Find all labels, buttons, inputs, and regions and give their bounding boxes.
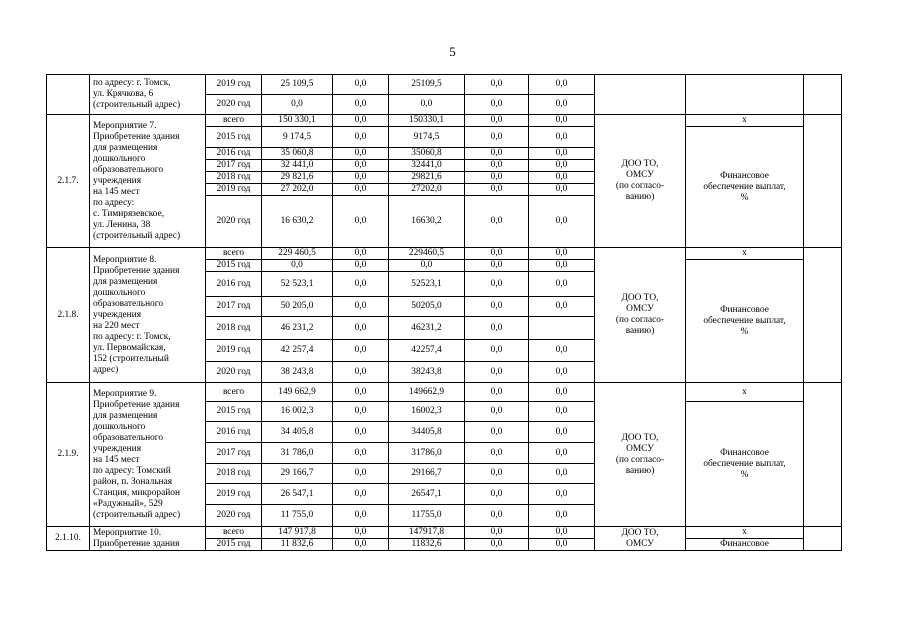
measure-name-line: для размещения [93,142,158,153]
other-amount-cell: 0,0 [529,75,595,95]
measure-name [90,383,206,527]
other-amount-cell: 0,0 [529,340,595,362]
period-cell: 2017 год [206,297,262,317]
local-amount-cell: 0,0 [465,443,529,464]
measure-name-line: образовательного [93,432,164,443]
period-cell: 2019 год [206,340,262,362]
measure-name-line: образовательного [93,298,164,309]
regional-amount-cell: 38243,8 [389,362,465,383]
measure-name-line: по адресу: г. Томск, [93,331,171,342]
local-amount-cell: 0,0 [465,484,529,505]
indicator-cell-line: % [740,469,749,480]
indicator-cell-line: обеспечение выплат, [703,181,786,192]
federal-amount-cell: 0,0 [333,297,389,317]
measure-name-line: для размещения [93,276,158,287]
federal-amount-cell: 0,0 [333,464,389,484]
federal-amount-cell: 0,0 [333,383,389,402]
local-amount-cell: 0,0 [465,260,529,272]
blank-cell [804,527,842,551]
indicator-x-cell: x [686,527,804,539]
executor-cell [595,527,686,551]
total-amount-cell: 32 441,0 [262,160,333,172]
measure-name-line: ул. Первомайская, [93,342,166,353]
executor-cell-line: ДОО ТО, [621,293,659,303]
total-amount-cell: 147 917,8 [262,527,333,539]
total-amount-cell: 149 662,9 [262,383,333,402]
federal-amount-cell: 0,0 [333,505,389,527]
local-amount-cell: 0,0 [465,317,529,340]
period-cell: 2018 год [206,464,262,484]
other-amount-cell: 0,0 [529,383,595,402]
measure-name-line: Мероприятие 8. [93,254,157,265]
federal-amount-cell: 0,0 [333,160,389,172]
other-amount-cell: 0,0 [529,260,595,272]
total-amount-cell: 46 231,2 [262,317,333,340]
blank-cell [804,115,842,248]
total-amount-cell: 27 202,0 [262,184,333,196]
measure-name [90,527,206,551]
measure-name-line: образовательного [93,164,164,175]
regional-amount-cell: 32441,0 [389,160,465,172]
executor-cell-line: (по согласо- [615,315,665,325]
regional-amount-cell: 42257,4 [389,340,465,362]
period-cell: всего [206,383,262,402]
regional-amount-cell: 150330,1 [389,115,465,127]
executor-cell [595,75,686,115]
federal-amount-cell: 0,0 [333,75,389,95]
total-amount-cell: 26 547,1 [262,484,333,505]
local-amount-cell: 0,0 [465,172,529,184]
measure-name-line: дошкольного [93,153,146,164]
table-row [47,75,842,95]
total-amount-cell: 11 755,0 [262,505,333,527]
indicator-cell [686,539,804,551]
regional-amount-cell: 29166,7 [389,464,465,484]
executor-cell-line: ОМСУ [626,170,654,180]
federal-amount-cell: 0,0 [333,127,389,148]
page-number: 5 [449,44,456,59]
local-amount-cell: 0,0 [465,422,529,443]
total-amount-cell: 29 821,6 [262,172,333,184]
measure-name-line: дошкольного [93,287,146,298]
regional-amount-cell: 50205,0 [389,297,465,317]
executor-cell-line: (по согласо- [615,181,665,191]
federal-amount-cell: 0,0 [333,362,389,383]
measure-name-line: на 145 мест [93,454,140,465]
total-amount-cell: 25 109,5 [262,75,333,95]
other-amount-cell: 0,0 [529,172,595,184]
federal-amount-cell: 0,0 [333,402,389,422]
other-amount-cell: 0,0 [529,484,595,505]
federal-amount-cell: 0,0 [333,539,389,551]
measure-name-line: учреждения [93,309,142,320]
period-cell: 2016 год [206,272,262,297]
regional-amount-cell: 26547,1 [389,484,465,505]
blank-cell [804,248,842,383]
period-cell: 2020 год [206,196,262,248]
other-amount-cell: 0,0 [529,464,595,484]
table-row [47,248,842,260]
measure-name [90,248,206,383]
blank-cell [804,383,842,527]
federal-amount-cell: 0,0 [333,196,389,248]
local-amount-cell: 0,0 [465,383,529,402]
other-amount-cell: 0,0 [529,272,595,297]
other-amount-cell: 0,0 [529,527,595,539]
regional-amount-cell: 25109,5 [389,75,465,95]
period-cell: 2016 год [206,422,262,443]
regional-amount-cell: 52523,1 [389,272,465,297]
total-amount-cell: 16 630,2 [262,196,333,248]
federal-amount-cell: 0,0 [333,115,389,127]
other-amount-cell: 0,0 [529,539,595,551]
executor-cell-line: ванию) [625,192,655,202]
federal-amount-cell: 0,0 [333,148,389,160]
total-amount-cell: 31 786,0 [262,443,333,464]
period-cell: 2015 год [206,260,262,272]
regional-amount-cell: 29821,6 [389,172,465,184]
measure-code: 2.1.9. [47,383,90,527]
indicator-cell [686,127,804,248]
federal-amount-cell: 0,0 [333,260,389,272]
regional-amount-cell: 31786,0 [389,443,465,464]
local-amount-cell: 0,0 [465,340,529,362]
executor-cell-line: ДОО ТО, [621,159,659,169]
measure-name-line: Станция, микрорайон [93,487,181,498]
total-amount-cell: 11 832,6 [262,539,333,551]
local-amount-cell: 0,0 [465,95,529,115]
period-cell: 2020 год [206,362,262,383]
local-amount-cell: 0,0 [465,527,529,539]
measure-name-line: с. Тимирязевское, [93,208,165,219]
period-cell: 2015 год [206,127,262,148]
executor-cell-line: ДОО ТО, [621,432,659,443]
executor-cell-line: ванию) [625,465,655,476]
period-cell: 2020 год [206,505,262,527]
measure-name-line: Мероприятие 9. [93,388,157,399]
period-cell: 2015 год [206,402,262,422]
period-cell: 2020 год [206,95,262,115]
other-amount-cell [529,317,595,340]
period-cell: 2019 год [206,184,262,196]
measure-name-line: 152 (строительный [93,353,169,364]
regional-amount-cell: 27202,0 [389,184,465,196]
total-amount-cell: 34 405,8 [262,422,333,443]
local-amount-cell: 0,0 [465,464,529,484]
indicator-cell [686,75,804,115]
table-row [47,527,842,539]
indicator-cell [686,402,804,527]
regional-amount-cell: 149662,9 [389,383,465,402]
measure-name-line: Приобретение здания [93,265,180,276]
federal-amount-cell: 0,0 [333,484,389,505]
measure-name-line: Приобретение здания [93,399,180,410]
measure-name-line: для размещения [93,410,158,421]
measure-name-line: (строительный адрес) [93,509,181,520]
federal-amount-cell: 0,0 [333,527,389,539]
indicator-cell-line: обеспечение выплат, [703,315,786,326]
local-amount-cell: 0,0 [465,505,529,527]
executor-cell [595,383,686,527]
federal-amount-cell: 0,0 [333,422,389,443]
local-amount-cell: 0,0 [465,127,529,148]
measure-name-line: учреждения [93,443,142,454]
regional-amount-cell: 16630,2 [389,196,465,248]
executor-cell [595,115,686,248]
federal-amount-cell: 0,0 [333,340,389,362]
local-amount-cell: 0,0 [465,297,529,317]
regional-amount-cell: 9174,5 [389,127,465,148]
program-measures-table [46,74,842,551]
indicator-cell-line: % [740,192,749,203]
other-amount-cell: 0,0 [529,148,595,160]
measure-code [47,75,90,115]
period-cell: 2019 год [206,484,262,505]
local-amount-cell: 0,0 [465,148,529,160]
period-cell: 2018 год [206,172,262,184]
indicator-x-cell: x [686,115,804,127]
regional-amount-cell: 35060,8 [389,148,465,160]
period-cell: 2015 год [206,539,262,551]
other-amount-cell: 0,0 [529,196,595,248]
measure-name [90,75,206,115]
table-row [47,383,842,402]
local-amount-cell: 0,0 [465,248,529,260]
measure-name-line: на 220 мест [93,320,140,331]
other-amount-cell: 0,0 [529,184,595,196]
other-amount-cell: 0,0 [529,505,595,527]
period-cell: 2016 год [206,148,262,160]
executor-cell-line: (по согласо- [615,454,665,465]
other-amount-cell: 0,0 [529,402,595,422]
measure-name-line: адрес) [93,364,119,375]
regional-amount-cell: 0,0 [389,260,465,272]
other-amount-cell: 0,0 [529,362,595,383]
federal-amount-cell: 0,0 [333,248,389,260]
measure-code: 2.1.7. [47,115,90,248]
period-cell: 2017 год [206,160,262,172]
total-amount-cell: 229 460,5 [262,248,333,260]
total-amount-cell: 150 330,1 [262,115,333,127]
indicator-x-cell: x [686,383,804,402]
indicator-cell-line: Финансовое [720,304,769,315]
measure-name-line: Мероприятие 10. [93,527,162,538]
other-amount-cell: 0,0 [529,160,595,172]
federal-amount-cell: 0,0 [333,172,389,184]
local-amount-cell: 0,0 [465,402,529,422]
measure-name-line: «Радужный», 529 [93,498,163,509]
period-cell: всего [206,248,262,260]
measure-name-line: Приобретение здания [93,538,180,549]
measure-name-line: по адресу: [93,197,135,208]
total-amount-cell: 0,0 [262,260,333,272]
total-amount-cell: 38 243,8 [262,362,333,383]
regional-amount-cell: 11755,0 [389,505,465,527]
local-amount-cell: 0,0 [465,196,529,248]
indicator-x-cell: x [686,248,804,260]
other-amount-cell: 0,0 [529,127,595,148]
measure-name-line: учреждения [93,175,142,186]
regional-amount-cell: 16002,3 [389,402,465,422]
other-amount-cell: 0,0 [529,248,595,260]
measure-name-line: Мероприятие 7. [93,120,157,131]
other-amount-cell: 0,0 [529,443,595,464]
other-amount-cell: 0,0 [529,95,595,115]
total-amount-cell: 52 523,1 [262,272,333,297]
total-amount-cell: 16 002,3 [262,402,333,422]
measure-name-line: район, п. Зональная [93,476,173,487]
period-cell: всего [206,527,262,539]
federal-amount-cell: 0,0 [333,95,389,115]
measure-code: 2.1.10. [47,527,90,551]
federal-amount-cell: 0,0 [333,272,389,297]
total-amount-cell: 0,0 [262,95,333,115]
regional-amount-cell: 46231,2 [389,317,465,340]
regional-amount-cell: 34405,8 [389,422,465,443]
measure-name [90,115,206,248]
executor-cell-line: ванию) [625,326,655,336]
federal-amount-cell: 0,0 [333,443,389,464]
local-amount-cell: 0,0 [465,272,529,297]
local-amount-cell: 0,0 [465,115,529,127]
indicator-cell-line: Финансовое [720,447,769,458]
regional-amount-cell: 11832,6 [389,539,465,551]
executor-cell-line: ОМСУ [626,538,654,549]
total-amount-cell: 42 257,4 [262,340,333,362]
other-amount-cell: 0,0 [529,297,595,317]
other-amount-cell: 0,0 [529,422,595,443]
indicator-cell-line: Финансовое [720,539,769,549]
local-amount-cell: 0,0 [465,184,529,196]
measure-name-line: (строительный адрес) [93,100,181,110]
executor-cell-line: ОМСУ [626,304,654,314]
period-cell: 2018 год [206,317,262,340]
executor-cell [595,248,686,383]
executor-cell-line: ДОО ТО, [621,527,659,538]
measure-code: 2.1.8. [47,248,90,383]
total-amount-cell: 50 205,0 [262,297,333,317]
indicator-cell-line: % [740,326,749,337]
table-row [47,115,842,127]
federal-amount-cell: 0,0 [333,184,389,196]
regional-amount-cell: 229460,5 [389,248,465,260]
federal-amount-cell: 0,0 [333,317,389,340]
indicator-cell-line: Финансовое [720,170,769,181]
local-amount-cell: 0,0 [465,362,529,383]
executor-cell-line: ОМСУ [626,443,654,454]
indicator-cell [686,260,804,383]
local-amount-cell: 0,0 [465,160,529,172]
other-amount-cell: 0,0 [529,115,595,127]
measure-name-line: по адресу: Томский [93,465,171,476]
measure-name-line: ул. Крячкова, 6 [93,89,154,99]
total-amount-cell: 9 174,5 [262,127,333,148]
blank-cell [804,75,842,115]
total-amount-cell: 35 060,8 [262,148,333,160]
measure-name-line: Приобретение здания [93,131,180,142]
regional-amount-cell: 147917,8 [389,527,465,539]
measure-name-line: (строительный адрес) [93,230,181,241]
measure-name-line: ул. Ленина, 38 [93,219,151,230]
measure-name-line: дошкольного [93,421,146,432]
period-cell: всего [206,115,262,127]
period-cell: 2017 год [206,443,262,464]
period-cell: 2019 год [206,75,262,95]
regional-amount-cell: 0,0 [389,95,465,115]
local-amount-cell: 0,0 [465,75,529,95]
indicator-cell-line: обеспечение выплат, [703,458,786,469]
local-amount-cell: 0,0 [465,539,529,551]
measure-name-line: по адресу: г. Томск, [93,78,171,88]
measure-name-line: на 145 мест [93,186,140,197]
total-amount-cell: 29 166,7 [262,464,333,484]
